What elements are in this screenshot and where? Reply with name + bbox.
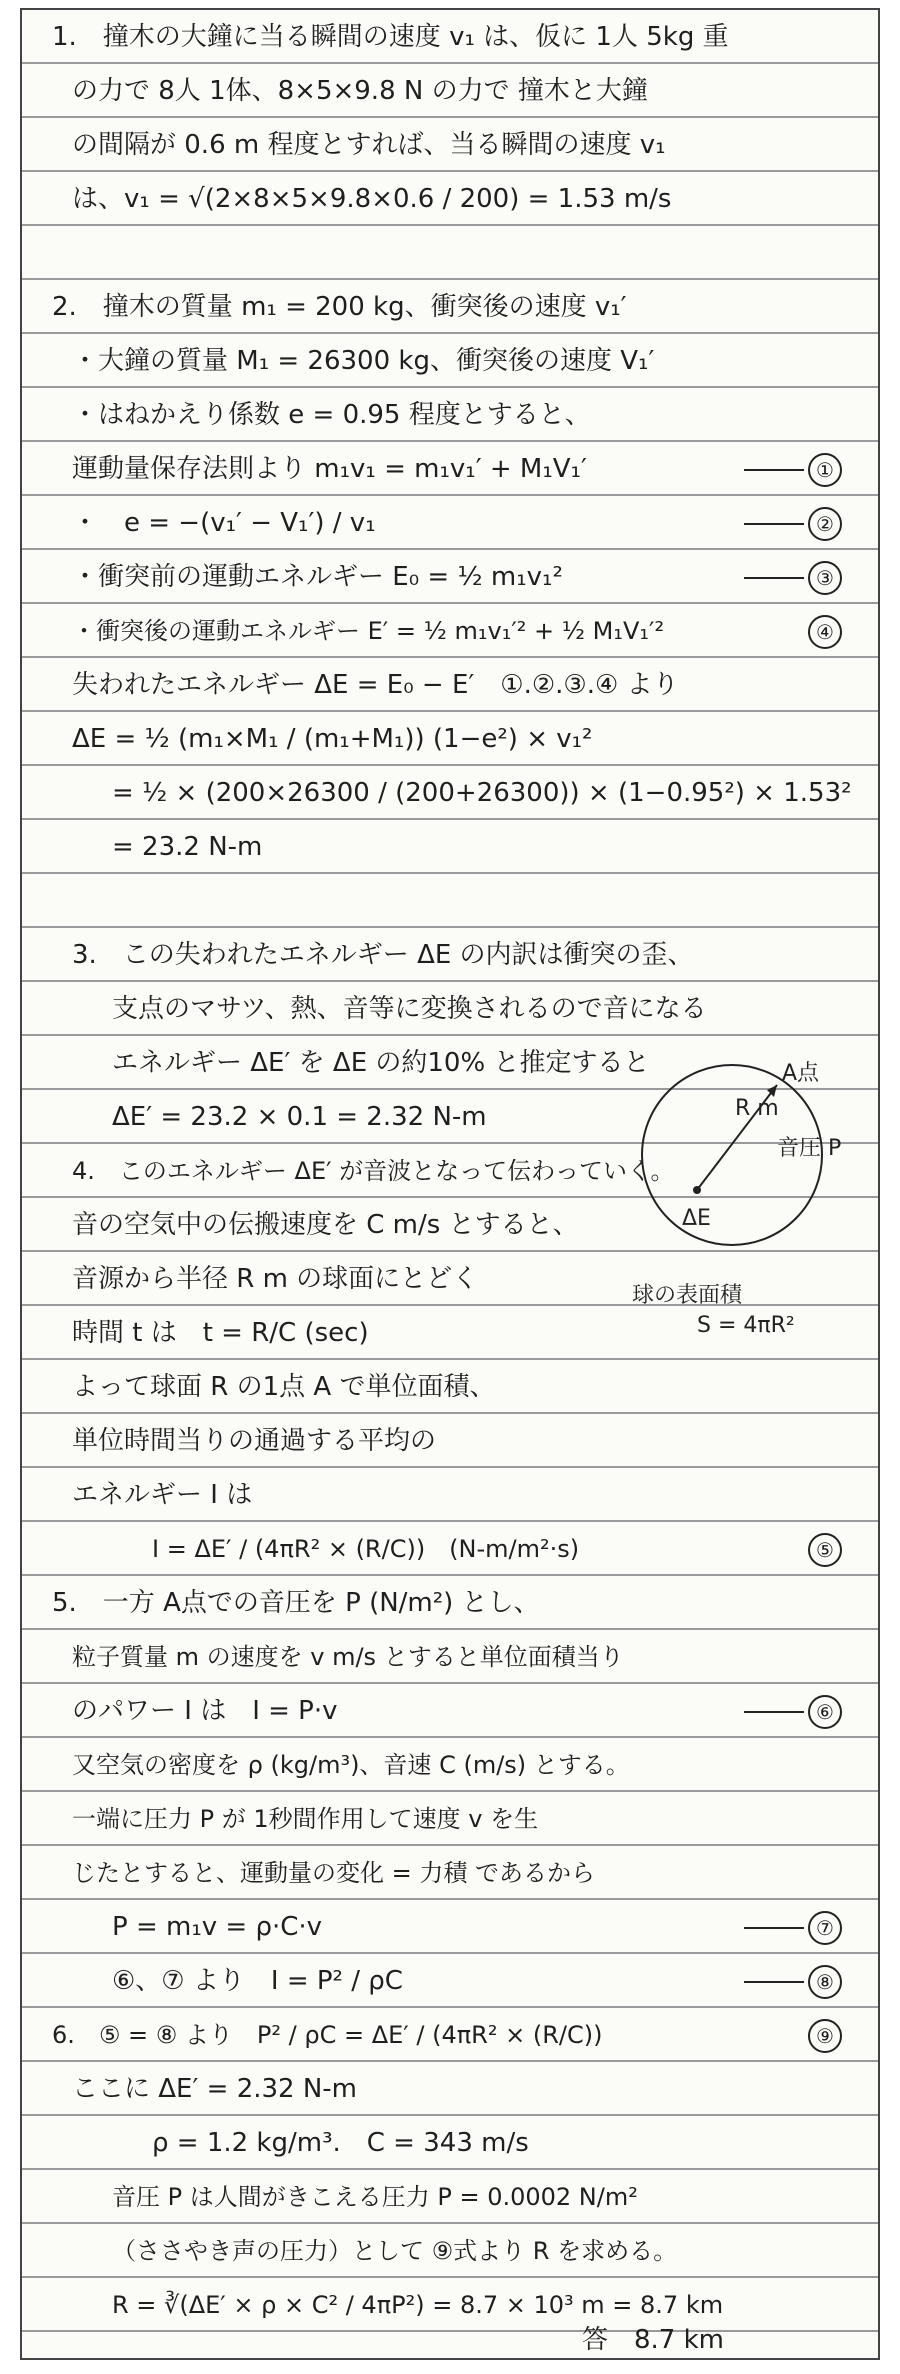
line-26: よって球面 R の1点 A で単位面積、 bbox=[72, 1372, 496, 1402]
line-39: ここに ΔE′ = 2.32 N-m bbox=[72, 2074, 358, 2104]
ref-leader bbox=[744, 1711, 804, 1713]
ref-6: ⑥ bbox=[808, 1695, 842, 1729]
line-35: じたとすると、運動量の変化 = 力積 であるから bbox=[72, 1859, 595, 1887]
sphere-diagram bbox=[627, 1040, 847, 1370]
line-15: = ½ × (200×26300 / (200+26300)) × (1−0.95²) × 1.53² bbox=[112, 778, 852, 808]
ref-4: ④ bbox=[808, 615, 842, 649]
line-32: のパワー I は I = P·v ⑥ bbox=[22, 1684, 880, 1738]
ref-2: ② bbox=[808, 507, 842, 541]
line-10: ・ e = −(v₁′ − V₁′) / v₁ ② bbox=[22, 496, 880, 550]
line-13: 失われたエネルギー ΔE = E₀ − E′ ①.②.③.④ より bbox=[72, 670, 679, 700]
line-8: ・はねかえり係数 e = 0.95 程度とすると、 bbox=[72, 400, 591, 430]
line-34: 一端に圧力 P が 1秒間作用して速度 v を生 bbox=[72, 1805, 539, 1833]
ref-5: ⑤ bbox=[808, 1533, 842, 1567]
line-30: 5. 一方 A点での音圧を P (N/m²) とし、 bbox=[52, 1588, 540, 1618]
line-23: 音の空気中の伝搬速度を C m/s とすると、 bbox=[72, 1210, 579, 1240]
line-19: 支点のマサツ、熱、音等に変換されるので音になる bbox=[112, 994, 707, 1024]
surface-area-note: 球の表面積 bbox=[632, 1283, 743, 1308]
ref-1: ① bbox=[808, 453, 842, 487]
pressure-label: 音圧 P bbox=[777, 1136, 842, 1161]
ref-9: ⑨ bbox=[808, 2019, 842, 2053]
line-17 bbox=[22, 874, 880, 928]
radius-label: R m bbox=[735, 1096, 779, 1121]
line-21: ΔE′ = 23.2 × 0.1 = 2.32 N-m bbox=[112, 1102, 487, 1132]
ref-leader bbox=[744, 523, 804, 525]
line-31: 粒子質量 m の速度を v m/s とすると単位面積当り bbox=[72, 1643, 624, 1671]
ref-leader bbox=[744, 577, 804, 579]
line-14: ΔE = ½ (m₁×M₁ / (m₁+M₁)) (1−e²) × v₁² bbox=[72, 724, 593, 754]
notebook-page bbox=[20, 8, 880, 2360]
line-12: ・衝突後の運動エネルギー E′ = ½ m₁v₁′² + ½ M₁V₁′² ④ bbox=[22, 604, 880, 658]
line-7: ・大鐘の質量 M₁ = 26300 kg、衝突後の速度 V₁′ bbox=[72, 346, 655, 376]
line-16: = 23.2 N-m bbox=[112, 832, 263, 862]
center-energy-label: ΔE bbox=[682, 1206, 711, 1231]
point-a-label: A点 bbox=[782, 1061, 820, 1086]
line-5 bbox=[22, 226, 880, 280]
ref-8: ⑧ bbox=[808, 1965, 842, 1999]
line-40: ρ = 1.2 kg/m³. C = 343 m/s bbox=[152, 2128, 529, 2158]
line-25: 時間 t は t = R/C (sec) bbox=[72, 1318, 369, 1348]
ref-3: ③ bbox=[808, 561, 842, 595]
line-22: 4. このエネルギー ΔE′ が音波となって伝わっていく。 bbox=[72, 1157, 675, 1185]
line-2: の力で 8人 1体、8×5×9.8 N の力で 撞木と大鐘 bbox=[72, 76, 648, 106]
line-24: 音源から半径 R m の球面にとどく bbox=[72, 1264, 479, 1294]
line-29: I = ΔE′ / (4πR² × (R/C)) (N-m/m²·s) ⑤ bbox=[22, 1522, 880, 1576]
line-33: 又空気の密度を ρ (kg/m³)、音速 C (m/s) とする。 bbox=[72, 1751, 630, 1779]
line-1: 1. 撞木の大鐘に当る瞬間の速度 v₁ は、仮に 1人 5kg 重 bbox=[52, 22, 729, 52]
line-38: 6. ⑤ = ⑧ より P² / ρC = ΔE′ / (4πR² × (R/C)) ⑨ bbox=[22, 2008, 880, 2062]
line-37: ⑥、⑦ より I = P² / ρC ⑧ bbox=[22, 1954, 880, 2008]
line-18: 3. この失われたエネルギー ΔE の内訳は衝突の歪、 bbox=[72, 940, 694, 970]
line-27: 単位時間当りの通過する平均の bbox=[72, 1426, 437, 1456]
line-9: 運動量保存法則より m₁v₁ = m₁v₁′ + M₁V₁′ ① bbox=[22, 442, 880, 496]
ref-leader bbox=[744, 1927, 804, 1929]
line-4: は、v₁ = √(2×8×5×9.8×0.6 / 200) = 1.53 m/s bbox=[72, 184, 672, 214]
line-11: ・衝突前の運動エネルギー E₀ = ½ m₁v₁² ③ bbox=[22, 550, 880, 604]
line-3: の間隔が 0.6 m 程度とすれば、当る瞬間の速度 v₁ bbox=[72, 130, 666, 160]
line-6: 2. 撞木の質量 m₁ = 200 kg、衝突後の速度 v₁′ bbox=[52, 292, 627, 322]
line-43: R = ∛(ΔE′ × ρ × C² / 4πP²) = 8.7 × 10³ m = 8.7 km bbox=[112, 2291, 724, 2319]
ref-leader bbox=[744, 469, 804, 471]
line-44-answer: 答 8.7 km bbox=[582, 2325, 724, 2355]
line-41: 音圧 P は人間がきこえる圧力 P = 0.0002 N/m² bbox=[112, 2183, 638, 2211]
ref-leader bbox=[744, 1981, 804, 1983]
line-42: （ささやき声の圧力）として ⑨式より R を求める。 bbox=[112, 2237, 678, 2265]
line-36: P = m₁v = ρ·C·v ⑦ bbox=[22, 1900, 880, 1954]
line-28: エネルギー I は bbox=[72, 1480, 253, 1510]
ref-7: ⑦ bbox=[808, 1911, 842, 1945]
line-20: エネルギー ΔE′ を ΔE の約10% と推定すると bbox=[112, 1048, 650, 1078]
surface-area-formula: S = 4πR² bbox=[697, 1313, 795, 1338]
sound-source-dot bbox=[693, 1186, 701, 1194]
